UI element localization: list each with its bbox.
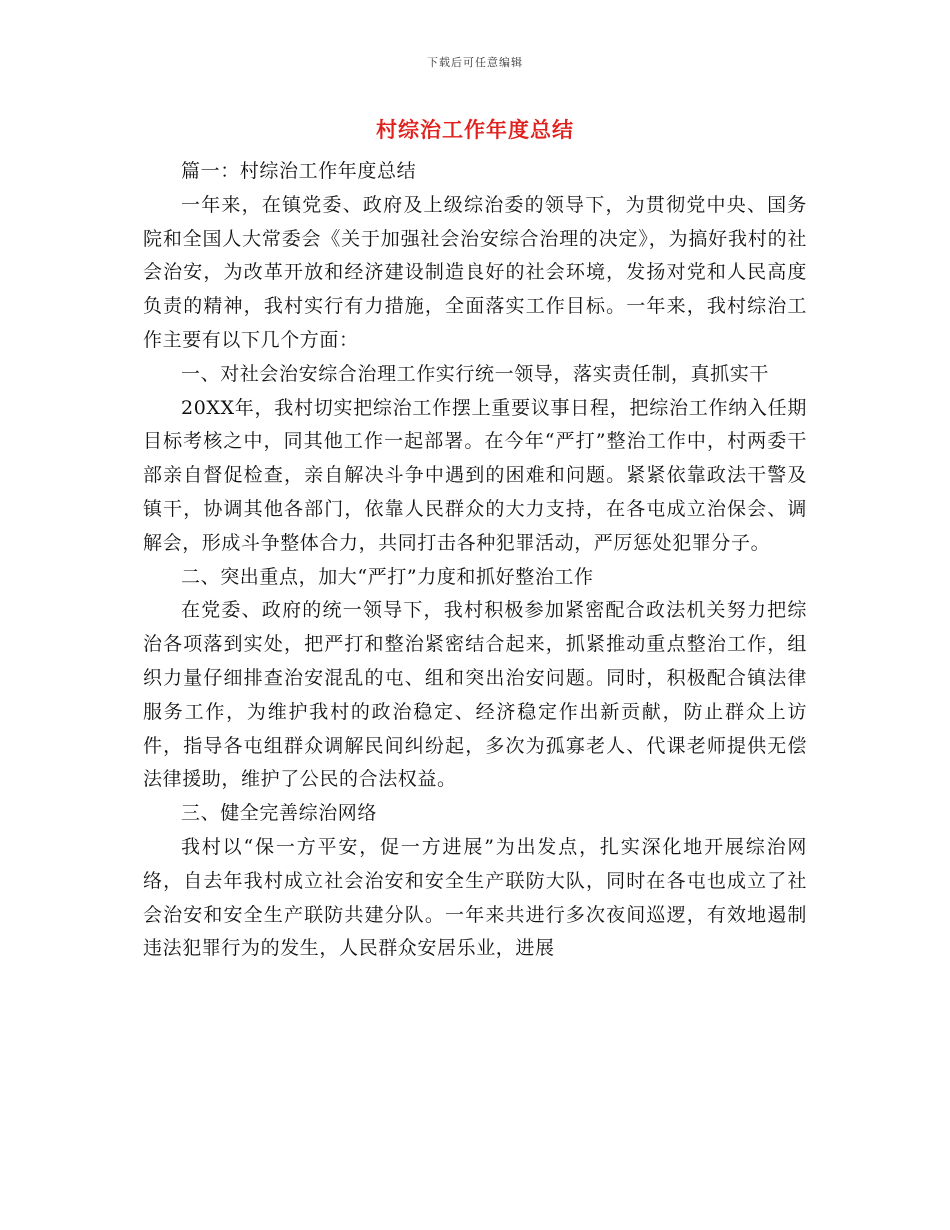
header-note: 下载后可任意编辑 <box>427 56 523 69</box>
heading-part-3: 三、健全完善综治网络 <box>181 802 378 825</box>
paragraph-part-1: 20XX年，我村切实把综治工作摆上重要议事日程，把综治工作纳入任期目标考核之中，同其他工作一起部署。在今年“严打”整治工作中，村两委干部亲自督促检查，亲自解决斗争中遇到的困难和问题。紧紧依靠政法干警及镇干，协调其他各部门，依靠人民群众的大力支持，在各屯成立治保会、调解会，形成斗争整体合力，共同打击各种犯罪活动，严厉惩处犯罪分子。 <box>143 396 807 554</box>
intro-paragraph: 一年来，在镇党委、政府及上级综治委的领导下，为贯彻党中央、国务院和全国人大常委会《关于加强社会治安综合治理的决定》，为搞好我村的社会治安，为改革开放和经济建设制造良好的社会环境，发扬对党和人民高度负责的精神，我村实行有力措施，全面落实工作目标。一年来，我村综治工作主要有以下几个方面： <box>143 193 807 351</box>
paragraph-part-2: 在党委、政府的统一领导下，我村积极参加紧密配合政法机关努力把综治各项落到实处，把严打和整治紧密结合起来，抓紧推动重点整治工作，组织力量仔细排查治安混乱的屯、组和突出治安问题。同时，积极配合镇法律服务工作，为维护我村的政治稳定、经济稳定作出新贡献，防止群众上访件，指导各屯组群众调解民间纠纷起，多次为孤寡老人、代课老师提供无偿法律援助，维护了公民的合法权益。 <box>143 599 807 791</box>
section-heading-1: 篇一：村综治工作年度总结 <box>181 160 417 182</box>
document-title: 村综治工作年度总结 <box>376 118 574 142</box>
heading-part-1: 一、对社会治安综合治理工作实行统一领导，落实责任制，真抓实干 <box>181 362 770 385</box>
document-body <box>143 155 807 966</box>
heading-part-2: 二、突出重点，加大“严打”力度和抓好整治工作 <box>181 565 594 588</box>
paragraph-part-3: 我村以“保一方平安，促一方进展”为出发点，扎实深化地开展综治网络，自去年我村成立社会治安和安全生产联防大队，同时在各屯也成立了社会治安和安全生产联防共建分队。一年来共进行多次夜间巡逻，有效地遏制违法犯罪行为的发生，人民群众安居乐业，进展 <box>143 835 807 960</box>
